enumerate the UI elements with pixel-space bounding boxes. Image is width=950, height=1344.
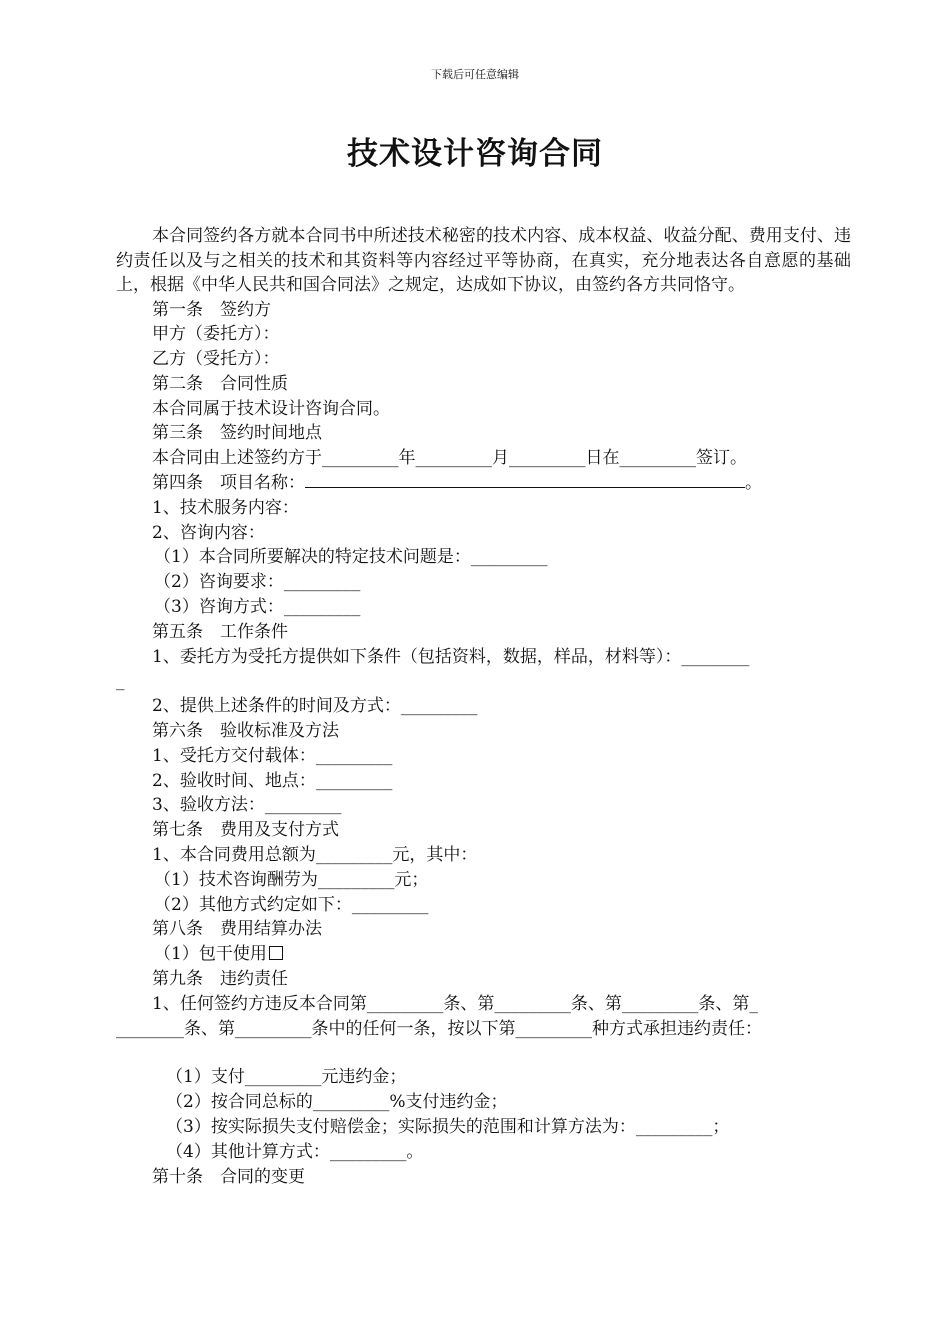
fee-line-2: （1）技术咨询酬劳为_________元； — [154, 869, 429, 890]
party-b-line: 乙方（受托方）： — [152, 349, 280, 370]
fee-line-1: 1、本合同费用总额为_________元，其中： — [152, 845, 478, 866]
article-3-title: 第三条 签约时间地点 — [152, 423, 322, 444]
contract-body — [116, 224, 851, 1189]
article-4-title: 第四条 项目名称： — [152, 473, 305, 494]
acceptance-1: 1、受托方交付载体：_________ — [152, 745, 393, 766]
article-2-text: 本合同属于技术设计咨询合同。 — [152, 398, 390, 419]
consult-item-3: （3）咨询方式：_________ — [154, 597, 361, 618]
breach-option-4: （4）其他计算方式：_________。 — [166, 1141, 424, 1162]
article-10-title: 第十条 合同的变更 — [152, 1166, 305, 1187]
tech-service-line: 1、技术服务内容： — [152, 497, 299, 518]
intro-paragraph: 本合同签约各方就本合同书中所述技术秘密的技术内容、成本权益、收益分配、费用支付、违约责任以及与之相关的技术和其资料等内容经过平等协商，在真实，充分地表达各自意愿的基础上，根据《中华人民共和国合同法》之规定，达成如下协议，由签约各方共同恪守。 — [116, 226, 851, 295]
article-3-text: 本合同由上述签约方于_________年_________月_________日在_________签订。 — [152, 448, 747, 469]
article-4-row — [116, 471, 851, 496]
acceptance-3: 3、验收方法：_________ — [152, 795, 342, 816]
fee-line-3: （2）其他方式约定如下：_________ — [154, 894, 429, 915]
consult-item-2: （2）咨询要求：_________ — [154, 572, 361, 593]
article-7-title: 第七条 费用及支付方式 — [152, 820, 339, 841]
acceptance-2: 2、验收时间、地点：_________ — [152, 770, 393, 791]
settlement-label: （1）包干使用 — [154, 944, 267, 965]
article-2-title: 第二条 合同性质 — [152, 373, 288, 394]
article-8-title: 第八条 费用结算办法 — [152, 919, 322, 940]
breach-option-3: （3）按实际损失支付赔偿金；实际损失的范围和计算方法为：_________； — [166, 1117, 730, 1137]
article-6-title: 第六条 验收标准及方法 — [152, 721, 339, 742]
consult-item-1: （1）本合同所要解决的特定技术问题是：_________ — [154, 547, 548, 568]
project-name-blank — [305, 473, 745, 488]
page-header-note: 下载后可任意编辑 — [431, 68, 519, 81]
article-9-title: 第九条 违约责任 — [152, 969, 288, 990]
article-4-end: 。 — [745, 473, 762, 494]
settlement-line — [116, 942, 851, 967]
breach-option-2: （2）按合同总标的_________%支付违约金； — [166, 1092, 508, 1113]
work-condition-1-wrap: _ — [116, 671, 125, 692]
consult-content-line: 2、咨询内容： — [152, 522, 265, 543]
document-title: 技术设计咨询合同 — [347, 136, 603, 172]
breach-line-1: 1、任何签约方违反本合同第_________条、第_________条、第_________条、第_ — [152, 993, 758, 1014]
checkbox-icon — [269, 946, 283, 960]
work-condition-2: 2、提供上述条件的时间及方式：_________ — [152, 696, 478, 717]
article-1-title: 第一条 签约方 — [152, 299, 271, 320]
work-condition-1: 1、委托方为受托方提供如下条件（包括资料，数据，样品，材料等）：________ — [152, 646, 750, 667]
party-a-line: 甲方（委托方）： — [152, 324, 280, 345]
breach-line-1-wrap: ________条、第_________条中的任何一条，按以下第_________种方式承担违约责任： — [116, 1018, 762, 1039]
article-5-title: 第五条 工作条件 — [152, 621, 288, 642]
breach-option-1: （1）支付_________元违约金； — [166, 1067, 407, 1088]
